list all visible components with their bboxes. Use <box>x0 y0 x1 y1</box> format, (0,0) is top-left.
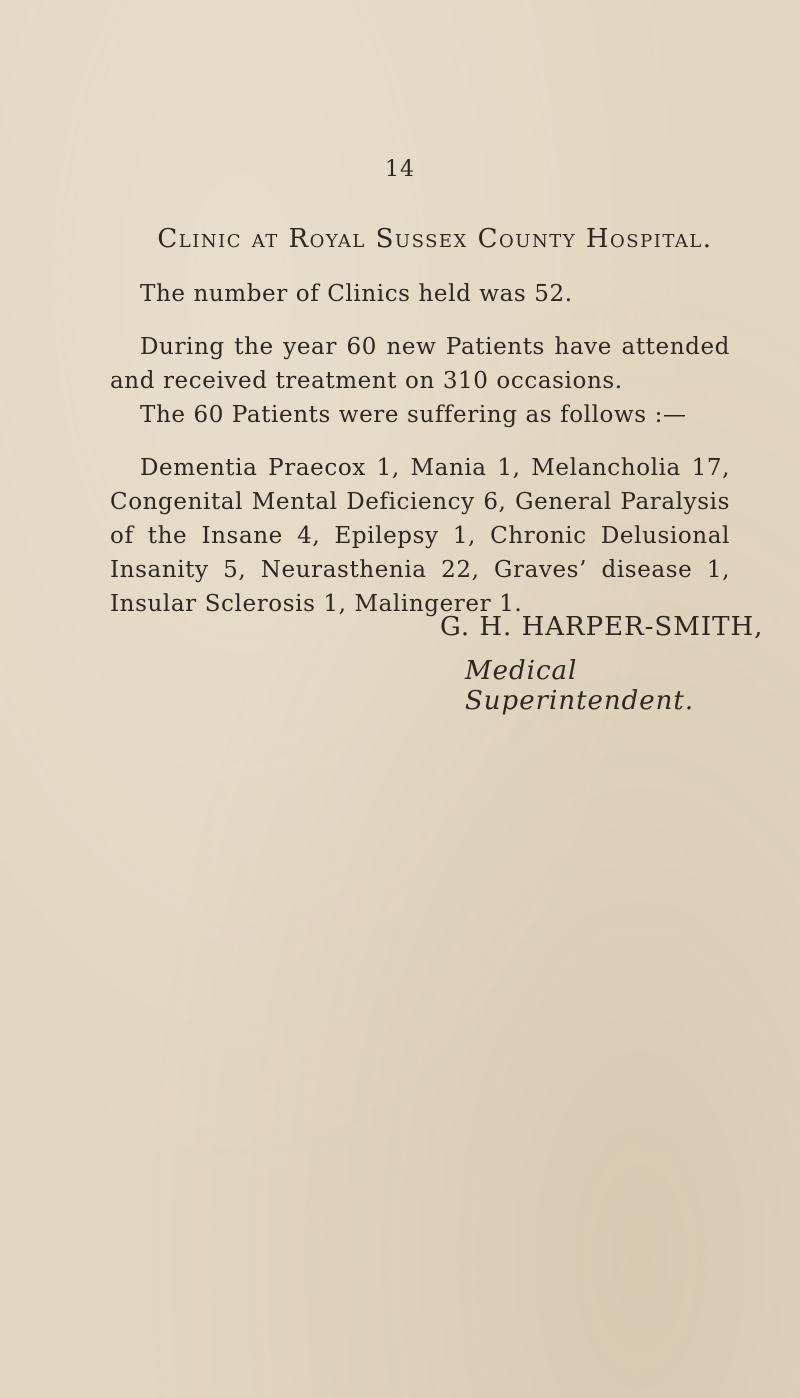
paragraph-diagnoses-list: Dementia Praecox 1, Mania 1, Melancholia 17, Congenital Mental Deficiency 6, General Paralysis of the Insane 4, Epilepsy 1, Chronic Delusional Insanity 5, Neurasthenia 22, Graves’ disease 1, Insular Sclerosis 1, Malingerer 1. <box>110 455 730 617</box>
paragraph-new-patients: During the year 60 new Patients have attended and received treatment on 310 occasions. <box>110 334 730 394</box>
section-heading: Clinic at Royal Sussex County Hospital. <box>157 224 713 254</box>
signature-name: G. H. HARPER-SMITH, <box>440 612 764 642</box>
paragraph-clinics-held: The number of Clinics held was 52. <box>140 281 573 307</box>
paragraph-patients-intro: The 60 Patients were suffering as follows :— <box>140 402 687 428</box>
signature-title: Medical Superintendent. <box>465 656 695 716</box>
page-number: 14 <box>385 157 415 182</box>
